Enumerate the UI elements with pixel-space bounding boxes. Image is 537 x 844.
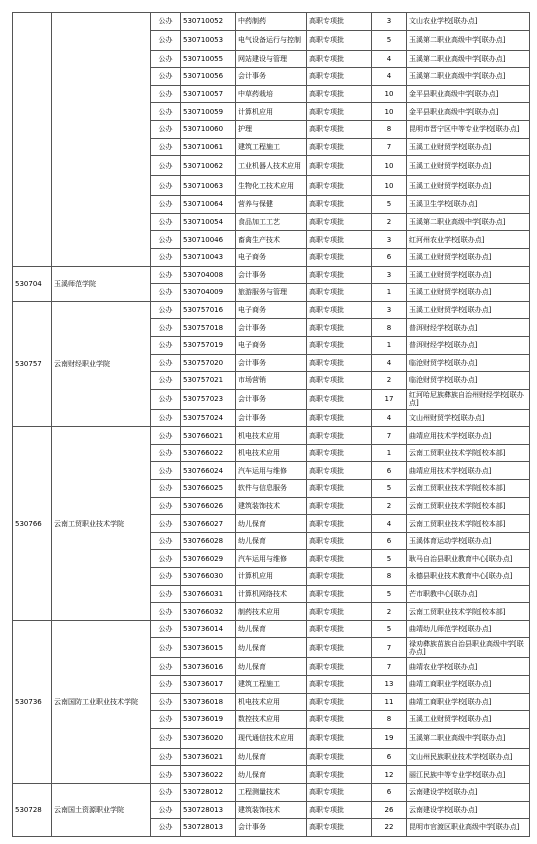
school-type: 公办 — [151, 748, 181, 766]
school-type: 公办 — [151, 156, 181, 176]
batch: 高职专项批 — [307, 319, 372, 337]
batch: 高职专项批 — [307, 427, 372, 445]
major-name: 幼儿保育 — [236, 658, 307, 676]
school-type: 公办 — [151, 819, 181, 837]
program-code: 530710060 — [181, 120, 236, 138]
major-name: 市场营销 — [236, 372, 307, 390]
school-type: 公办 — [151, 50, 181, 68]
campus-note: 昆明市官渡区职业高级中学[联办点] — [407, 819, 530, 837]
plan-count: 8 — [372, 711, 407, 729]
major-name: 会计事务 — [236, 319, 307, 337]
major-name: 营养与保健 — [236, 196, 307, 214]
school-type: 公办 — [151, 372, 181, 390]
major-name: 数控技术应用 — [236, 711, 307, 729]
batch: 高职专项批 — [307, 30, 372, 50]
campus-note: 云南工贸职业技术学院[校本部] — [407, 497, 530, 515]
program-code: 530710064 — [181, 196, 236, 214]
major-name: 网站建设与管理 — [236, 50, 307, 68]
school-type: 公办 — [151, 550, 181, 568]
program-code: 530728013 — [181, 819, 236, 837]
campus-note: 玉溪第二职业高级中学[联办点] — [407, 68, 530, 86]
major-name: 中药制药 — [236, 13, 307, 31]
plan-count: 7 — [372, 138, 407, 156]
plan-count: 10 — [372, 103, 407, 121]
batch: 高职专项批 — [307, 444, 372, 462]
program-code: 530710059 — [181, 103, 236, 121]
batch: 高职专项批 — [307, 638, 372, 658]
major-name: 幼儿保育 — [236, 515, 307, 533]
school-type: 公办 — [151, 783, 181, 801]
major-name: 工程测量技术 — [236, 783, 307, 801]
batch: 高职专项批 — [307, 213, 372, 231]
plan-count: 22 — [372, 819, 407, 837]
batch: 高职专项批 — [307, 480, 372, 498]
program-code: 530766031 — [181, 585, 236, 603]
school-type: 公办 — [151, 336, 181, 354]
program-code: 530766022 — [181, 444, 236, 462]
plan-count: 3 — [372, 231, 407, 249]
campus-note: 金平县职业高级中学[联办点] — [407, 103, 530, 121]
campus-note: 玉溪第二职业高级中学[联办点] — [407, 30, 530, 50]
major-name: 会计事务 — [236, 266, 307, 284]
campus-note: 云南工贸职业技术学院[校本部] — [407, 444, 530, 462]
school-type: 公办 — [151, 620, 181, 638]
school-type: 公办 — [151, 409, 181, 427]
batch: 高职专项批 — [307, 585, 372, 603]
plan-count: 2 — [372, 372, 407, 390]
campus-note: 云南工贸职业技术学院[校本部] — [407, 480, 530, 498]
plan-count: 5 — [372, 30, 407, 50]
plan-count: 1 — [372, 444, 407, 462]
major-name: 建筑装饰技术 — [236, 801, 307, 819]
program-code: 530736014 — [181, 620, 236, 638]
program-code: 530757024 — [181, 409, 236, 427]
batch: 高职专项批 — [307, 13, 372, 31]
major-name: 汽车运用与维修 — [236, 462, 307, 480]
plan-count: 7 — [372, 638, 407, 658]
school-type: 公办 — [151, 138, 181, 156]
major-name: 幼儿保育 — [236, 766, 307, 784]
plan-count: 6 — [372, 532, 407, 550]
campus-note: 红河哈尼族彝族自治州财经学校[联办点] — [407, 389, 530, 409]
school-type: 公办 — [151, 585, 181, 603]
school-type: 公办 — [151, 532, 181, 550]
program-code: 530710046 — [181, 231, 236, 249]
major-name: 畜禽生产技术 — [236, 231, 307, 249]
campus-note: 丽江民族中等专业学校[联办点] — [407, 766, 530, 784]
campus-note: 金平县职业高级中学[联办点] — [407, 85, 530, 103]
table-row — [13, 427, 530, 445]
institution-code: 530704 — [13, 266, 52, 301]
plan-count: 8 — [372, 568, 407, 586]
plan-count: 17 — [372, 389, 407, 409]
plan-count: 5 — [372, 550, 407, 568]
plan-count: 10 — [372, 85, 407, 103]
program-code: 530766032 — [181, 603, 236, 621]
plan-count: 1 — [372, 284, 407, 302]
school-type: 公办 — [151, 766, 181, 784]
institution-code: 530736 — [13, 620, 52, 783]
plan-count: 6 — [372, 783, 407, 801]
program-code: 530736022 — [181, 766, 236, 784]
plan-count: 11 — [372, 693, 407, 711]
table-row — [13, 620, 530, 638]
campus-note: 玉溪工业财贸学校[联办点] — [407, 711, 530, 729]
batch: 高职专项批 — [307, 497, 372, 515]
plan-count: 4 — [372, 354, 407, 372]
major-name: 护理 — [236, 120, 307, 138]
institution-name: 云南财经职业学院 — [52, 301, 151, 427]
school-type: 公办 — [151, 603, 181, 621]
school-type: 公办 — [151, 13, 181, 31]
school-type: 公办 — [151, 196, 181, 214]
institution-name: 云南工贸职业技术学院 — [52, 427, 151, 621]
program-code: 530766026 — [181, 497, 236, 515]
major-name: 建筑装饰技术 — [236, 497, 307, 515]
plan-count: 5 — [372, 196, 407, 214]
campus-note: 玉溪第二职业高级中学[联办点] — [407, 728, 530, 748]
program-code: 530704009 — [181, 284, 236, 302]
plan-count: 7 — [372, 427, 407, 445]
campus-note: 文山州民族职业技术学校[联办点] — [407, 748, 530, 766]
campus-note: 玉溪工业财贸学校[联办点] — [407, 284, 530, 302]
admissions-table — [12, 12, 530, 837]
major-name: 会计事务 — [236, 68, 307, 86]
school-type: 公办 — [151, 801, 181, 819]
school-type: 公办 — [151, 427, 181, 445]
plan-count: 6 — [372, 248, 407, 266]
major-name: 机电技术应用 — [236, 427, 307, 445]
major-name: 建筑工程施工 — [236, 138, 307, 156]
school-type: 公办 — [151, 711, 181, 729]
school-type: 公办 — [151, 68, 181, 86]
major-name: 生物化工技术应用 — [236, 176, 307, 196]
major-name: 计算机应用 — [236, 568, 307, 586]
batch: 高职专项批 — [307, 568, 372, 586]
program-code: 530766024 — [181, 462, 236, 480]
school-type: 公办 — [151, 103, 181, 121]
plan-count: 4 — [372, 409, 407, 427]
batch: 高职专项批 — [307, 120, 372, 138]
major-name: 机电技术应用 — [236, 444, 307, 462]
program-code: 530736015 — [181, 638, 236, 658]
batch: 高职专项批 — [307, 409, 372, 427]
major-name: 会计事务 — [236, 389, 307, 409]
school-type: 公办 — [151, 497, 181, 515]
campus-note: 永德县职业技术教育中心[联办点] — [407, 568, 530, 586]
program-code: 530757016 — [181, 301, 236, 319]
campus-note: 曲靖幼儿师范学校[联办点] — [407, 620, 530, 638]
table-row — [13, 301, 530, 319]
table-row — [13, 266, 530, 284]
batch: 高职专项批 — [307, 336, 372, 354]
batch: 高职专项批 — [307, 138, 372, 156]
batch: 高职专项批 — [307, 711, 372, 729]
program-code: 530736020 — [181, 728, 236, 748]
program-code: 530766028 — [181, 532, 236, 550]
plan-count: 8 — [372, 319, 407, 337]
table-row — [13, 783, 530, 801]
plan-count: 10 — [372, 156, 407, 176]
program-code: 530704008 — [181, 266, 236, 284]
batch: 高职专项批 — [307, 620, 372, 638]
campus-note: 普洱财经学校[联办点] — [407, 319, 530, 337]
school-type: 公办 — [151, 284, 181, 302]
batch: 高职专项批 — [307, 372, 372, 390]
school-type: 公办 — [151, 354, 181, 372]
plan-count: 7 — [372, 658, 407, 676]
program-code: 530710043 — [181, 248, 236, 266]
campus-note: 云南工贸职业技术学院[校本部] — [407, 515, 530, 533]
batch: 高职专项批 — [307, 248, 372, 266]
program-code: 530710062 — [181, 156, 236, 176]
batch: 高职专项批 — [307, 266, 372, 284]
school-type: 公办 — [151, 444, 181, 462]
major-name: 机电技术应用 — [236, 693, 307, 711]
plan-count: 5 — [372, 620, 407, 638]
batch: 高职专项批 — [307, 676, 372, 694]
major-name: 建筑工程施工 — [236, 676, 307, 694]
school-type: 公办 — [151, 389, 181, 409]
campus-note: 云南建设学校[联办点] — [407, 783, 530, 801]
program-code: 530736019 — [181, 711, 236, 729]
campus-note: 临沧财贸学校[联办点] — [407, 372, 530, 390]
major-name: 电子商务 — [236, 301, 307, 319]
batch: 高职专项批 — [307, 819, 372, 837]
campus-note: 普洱财经学校[联办点] — [407, 336, 530, 354]
institution-name: 云南国土资源职业学院 — [52, 783, 151, 836]
campus-note: 玉溪第二职业高级中学[联办点] — [407, 50, 530, 68]
major-name: 汽车运用与维修 — [236, 550, 307, 568]
batch: 高职专项批 — [307, 301, 372, 319]
plan-count: 2 — [372, 213, 407, 231]
batch: 高职专项批 — [307, 532, 372, 550]
school-type: 公办 — [151, 266, 181, 284]
program-code: 530736017 — [181, 676, 236, 694]
batch: 高职专项批 — [307, 196, 372, 214]
batch: 高职专项批 — [307, 176, 372, 196]
school-type: 公办 — [151, 568, 181, 586]
program-code: 530710057 — [181, 85, 236, 103]
program-code: 530728013 — [181, 801, 236, 819]
school-type: 公办 — [151, 176, 181, 196]
program-code: 530710054 — [181, 213, 236, 231]
campus-note: 曲靖应用技术学校[联办点] — [407, 462, 530, 480]
campus-note: 曲靖应用技术学校[联办点] — [407, 427, 530, 445]
campus-note: 禄劝彝族苗族自治县职业高级中学[联办点] — [407, 638, 530, 658]
batch: 高职专项批 — [307, 231, 372, 249]
campus-note: 玉溪工业财贸学校[联办点] — [407, 138, 530, 156]
campus-note: 玉溪体育运动学校[联办点] — [407, 532, 530, 550]
campus-note: 曲靖工商职业学校[联办点] — [407, 693, 530, 711]
program-code: 530710052 — [181, 13, 236, 31]
school-type: 公办 — [151, 231, 181, 249]
plan-count: 2 — [372, 497, 407, 515]
batch: 高职专项批 — [307, 68, 372, 86]
campus-note: 昆明市晋宁区中等专业学校[联办点] — [407, 120, 530, 138]
major-name: 电子商务 — [236, 336, 307, 354]
major-name: 现代通信技术应用 — [236, 728, 307, 748]
program-code: 530757020 — [181, 354, 236, 372]
major-name: 旅游服务与管理 — [236, 284, 307, 302]
school-type: 公办 — [151, 728, 181, 748]
batch: 高职专项批 — [307, 801, 372, 819]
program-code: 530766025 — [181, 480, 236, 498]
batch: 高职专项批 — [307, 354, 372, 372]
plan-count: 13 — [372, 676, 407, 694]
program-code: 530710063 — [181, 176, 236, 196]
campus-note: 云南工贸职业技术学院[校本部] — [407, 603, 530, 621]
program-code: 530766030 — [181, 568, 236, 586]
plan-count: 10 — [372, 176, 407, 196]
school-type: 公办 — [151, 515, 181, 533]
school-type: 公办 — [151, 638, 181, 658]
campus-note: 曲靖农业学校[联办点] — [407, 658, 530, 676]
program-code: 530710055 — [181, 50, 236, 68]
major-name: 工业机器人技术应用 — [236, 156, 307, 176]
school-type: 公办 — [151, 693, 181, 711]
institution-name — [52, 13, 151, 267]
batch: 高职专项批 — [307, 693, 372, 711]
major-name: 幼儿保育 — [236, 748, 307, 766]
institution-code: 530766 — [13, 427, 52, 621]
major-name: 会计事务 — [236, 354, 307, 372]
major-name: 食品加工工艺 — [236, 213, 307, 231]
school-type: 公办 — [151, 462, 181, 480]
campus-note: 玉溪第二职业高级中学[联办点] — [407, 213, 530, 231]
major-name: 制药技术应用 — [236, 603, 307, 621]
school-type: 公办 — [151, 319, 181, 337]
plan-count: 26 — [372, 801, 407, 819]
plan-count: 19 — [372, 728, 407, 748]
campus-note: 临沧财贸学校[联办点] — [407, 354, 530, 372]
major-name: 会计事务 — [236, 409, 307, 427]
program-code: 530757021 — [181, 372, 236, 390]
major-name: 幼儿保育 — [236, 620, 307, 638]
school-type: 公办 — [151, 248, 181, 266]
school-type: 公办 — [151, 658, 181, 676]
program-code: 530766021 — [181, 427, 236, 445]
major-name: 幼儿保育 — [236, 638, 307, 658]
plan-count: 8 — [372, 120, 407, 138]
school-type: 公办 — [151, 480, 181, 498]
major-name: 电气设备运行与控制 — [236, 30, 307, 50]
major-name: 计算机应用 — [236, 103, 307, 121]
plan-count: 6 — [372, 462, 407, 480]
batch: 高职专项批 — [307, 156, 372, 176]
campus-note: 红河州农业学校[联办点] — [407, 231, 530, 249]
institution-code: 530757 — [13, 301, 52, 427]
plan-count: 5 — [372, 585, 407, 603]
program-code: 530736021 — [181, 748, 236, 766]
campus-note: 玉溪卫生学校[联办点] — [407, 196, 530, 214]
program-code: 530757023 — [181, 389, 236, 409]
school-type: 公办 — [151, 301, 181, 319]
school-type: 公办 — [151, 676, 181, 694]
program-code: 530728012 — [181, 783, 236, 801]
major-name: 中草药栽培 — [236, 85, 307, 103]
school-type: 公办 — [151, 30, 181, 50]
plan-count: 3 — [372, 301, 407, 319]
major-name: 软件与信息服务 — [236, 480, 307, 498]
batch: 高职专项批 — [307, 550, 372, 568]
major-name: 会计事务 — [236, 819, 307, 837]
major-name: 幼儿保育 — [236, 532, 307, 550]
plan-count: 4 — [372, 68, 407, 86]
program-code: 530710053 — [181, 30, 236, 50]
batch: 高职专项批 — [307, 603, 372, 621]
plan-count: 4 — [372, 50, 407, 68]
major-name: 电子商务 — [236, 248, 307, 266]
batch: 高职专项批 — [307, 515, 372, 533]
plan-count: 2 — [372, 603, 407, 621]
program-code: 530710061 — [181, 138, 236, 156]
campus-note: 玉溪工业财贸学校[联办点] — [407, 248, 530, 266]
batch: 高职专项批 — [307, 783, 372, 801]
major-name: 计算机网络技术 — [236, 585, 307, 603]
school-type: 公办 — [151, 85, 181, 103]
institution-code: 530728 — [13, 783, 52, 836]
plan-count: 12 — [372, 766, 407, 784]
campus-note: 耿马自治县职业教育中心[联办点] — [407, 550, 530, 568]
institution-name: 云南国防工业职业技术学院 — [52, 620, 151, 783]
batch: 高职专项批 — [307, 728, 372, 748]
batch: 高职专项批 — [307, 103, 372, 121]
batch: 高职专项批 — [307, 85, 372, 103]
institution-code — [13, 13, 52, 267]
campus-note: 文山农业学校[联办点] — [407, 13, 530, 31]
batch: 高职专项批 — [307, 284, 372, 302]
table-row — [13, 13, 530, 31]
program-code: 530766027 — [181, 515, 236, 533]
school-type: 公办 — [151, 213, 181, 231]
program-code: 530766029 — [181, 550, 236, 568]
institution-name: 玉溪师范学院 — [52, 266, 151, 301]
campus-note: 玉溪工业财贸学校[联办点] — [407, 266, 530, 284]
campus-note: 玉溪工业财贸学校[联办点] — [407, 176, 530, 196]
school-type: 公办 — [151, 120, 181, 138]
plan-count: 4 — [372, 515, 407, 533]
batch: 高职专项批 — [307, 389, 372, 409]
batch: 高职专项批 — [307, 748, 372, 766]
plan-count: 3 — [372, 266, 407, 284]
campus-note: 玉溪工业财贸学校[联办点] — [407, 156, 530, 176]
plan-count: 6 — [372, 748, 407, 766]
campus-note: 玉溪工业财贸学校[联办点] — [407, 301, 530, 319]
program-code: 530736016 — [181, 658, 236, 676]
program-code: 530736018 — [181, 693, 236, 711]
batch: 高职专项批 — [307, 658, 372, 676]
campus-note: 芒市职教中心[联办点] — [407, 585, 530, 603]
campus-note: 文山州财贸学校[联办点] — [407, 409, 530, 427]
program-code: 530757019 — [181, 336, 236, 354]
campus-note: 曲靖工商职业学校[联办点] — [407, 676, 530, 694]
program-code: 530757018 — [181, 319, 236, 337]
campus-note: 云南建设学校[联办点] — [407, 801, 530, 819]
batch: 高职专项批 — [307, 766, 372, 784]
plan-count: 5 — [372, 480, 407, 498]
program-code: 530710056 — [181, 68, 236, 86]
batch: 高职专项批 — [307, 462, 372, 480]
plan-count: 1 — [372, 336, 407, 354]
batch: 高职专项批 — [307, 50, 372, 68]
plan-count: 3 — [372, 13, 407, 31]
